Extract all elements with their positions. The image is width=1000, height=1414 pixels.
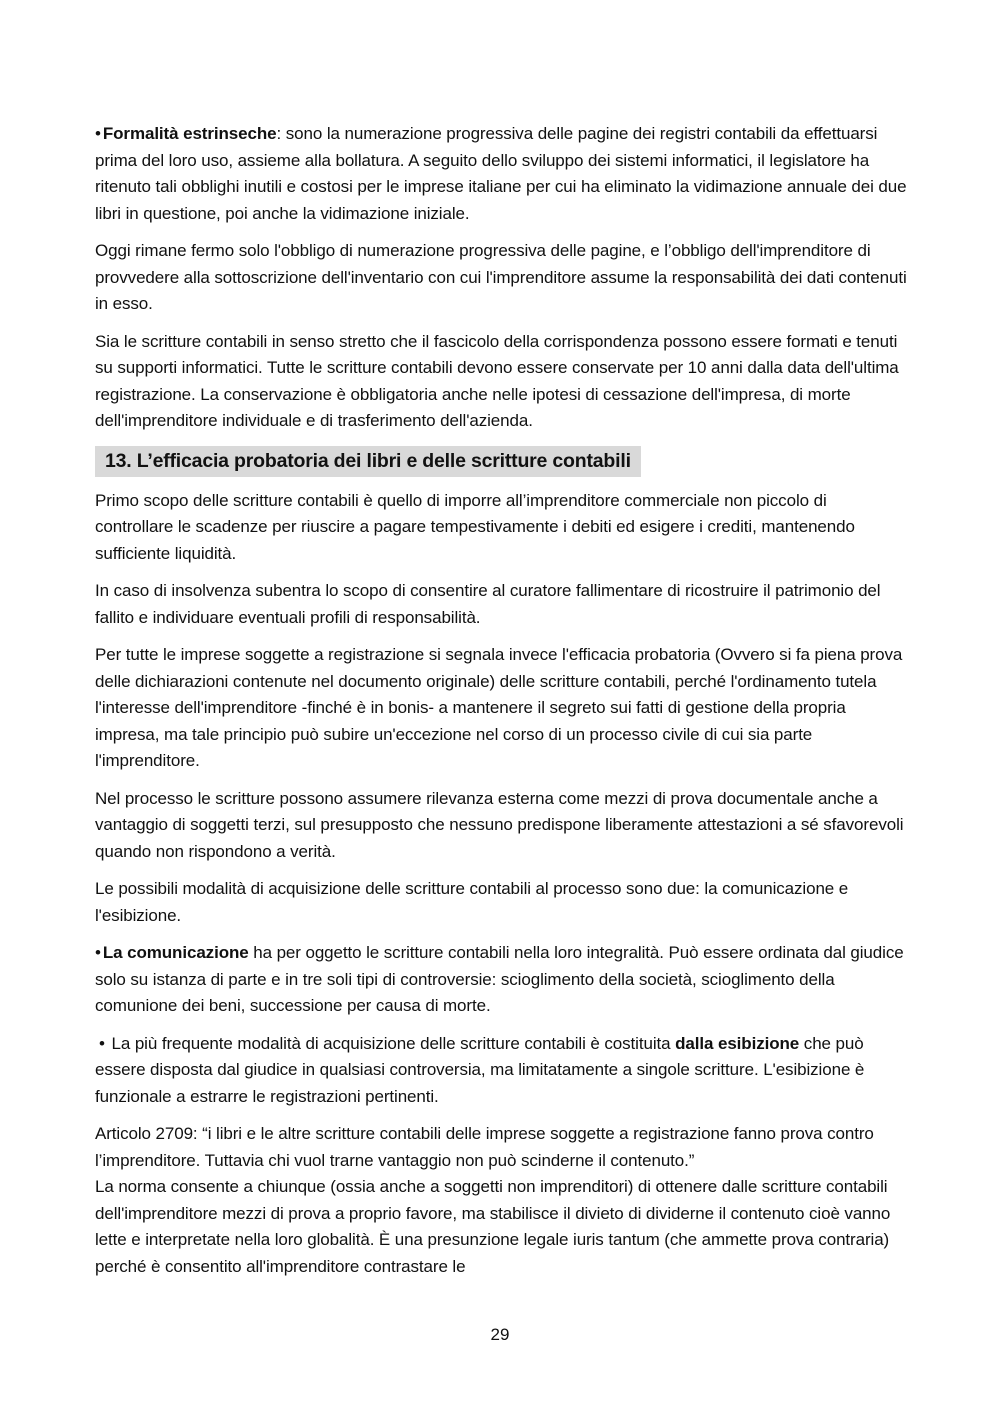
paragraph-obbligo-numerazione: Oggi rimane fermo solo l'obbligo di numerazione progressiva delle pagine, e l’obbligo dell'imprenditore di provvedere alla sottoscrizione dell'inventario con cui l'imprenditore assume la responsabilità dei dati contenuti in esso. [95,241,907,313]
paragraph-comunicazione [95,940,907,1020]
document-body [95,121,907,1280]
bold-term-esibizione: dalla esibizione [675,1033,800,1053]
paragraph-efficacia-probatoria: Per tutte le imprese soggette a registrazione si segnala invece l'efficacia probatoria (Ovvero si fa piena prova delle dichiarazioni contenute nel documento originale) delle scritture contabili, perché l'ordinamento tutela l'interesse dell'imprenditore -finché è in bonis- a mantenere il segreto sui fatti di gestione della propria impresa, ma tale principio può subire un'eccezione nel corso di un processo civile di cui sia parte l'imprenditore. [95,645,903,770]
paragraph-text: La più frequente modalità di acquisizione delle scritture contabili è costituita [111,1033,676,1053]
section-heading-text: 13. L’efficacia probatoria dei libri e delle scritture contabili [95,446,641,477]
paragraph-esibizione [95,1031,907,1111]
bullet-marker: • [95,124,101,143]
paragraph-norma-consente: La norma consente a chiunque (ossia anche a soggetti non imprenditori) di ottenere dalle scritture contabili dell'imprenditore mezzi di prova a proprio favore, ma stabilisce il divieto di dividerne il contenuto cioè vanno lette e interpretate nella loro globalità. È una presunzione legale iuris tantum (che ammette prova contraria) perché è consentito all'imprenditore contrastare le [95,1177,891,1276]
paragraph-text: che può essere disposta dal giudice in qualsiasi controversia, ma limitatamente a singole scritture. L'esibizione è funzionale a estrarre le registrazioni pertinenti. [95,1033,865,1106]
page-number: 29 [490,1325,510,1344]
bold-term-formalita: Formalità estrinseche [102,124,277,143]
section-heading [95,446,907,488]
bullet-marker: • [95,943,101,962]
paragraph-articolo-2709: Articolo 2709: “i libri e le altre scritture contabili delle imprese soggette a registrazione fanno prova contro l’imprenditore. Tuttavia chi vuol trarne vantaggio non può scinderne il contenuto.” [95,1124,874,1170]
paragraph-text: ha per oggetto le scritture contabili nella loro integralità. Può essere ordinata dal giudice solo su istanza di parte e in tre soli tipi di controversie: scioglimento della società, scioglimento della comunione dei beni, successione per causa di morte. [95,943,904,1015]
paragraph-supporti-informatici: Sia le scritture contabili in senso stretto che il fascicolo della corrispondenza possono essere formati e tenuti su supporti informatici. Tutte le scritture contabili devono essere conservate per 10 anni dalla data dell'ultima registrazione. La conservazione è obbligatoria anche nelle ipotesi di cessazione dell'impresa, di morte dell'imprenditore individuale e di trasferimento dell'azienda. [95,331,899,430]
paragraph-formalita-estrinseche [95,121,907,227]
paragraph-primo-scopo: Primo scopo delle scritture contabili è quello di imporre all’imprenditore commerciale non piccolo di controllare le scadenze per riuscire a pagare tempestivamente i debiti ed esigere i crediti, mantenendo sufficiente liquidità. [95,490,855,563]
paragraph-insolvenza: In caso di insolvenza subentra lo scopo di consentire al curatore fallimentare di ricostruire il patrimonio del fallito e individuare eventuali profili di responsabilità. [95,581,881,627]
bullet-marker: • [99,1033,105,1053]
paragraph-text: : sono la numerazione progressiva delle pagine dei registri contabili da effettuarsi prima del loro uso, assieme alla bollatura. A seguito dello sviluppo dei sistemi informatici, il legislatore ha ritenuto tali obblighi inutili e costosi per le imprese italiane per cui ha eliminato la vidimazione annuale dei due libri in questione, poi anche la vidimazione iniziale. [95,124,907,223]
bold-term-comunicazione: La comunicazione [102,943,249,962]
paragraph-rilevanza-esterna: Nel processo le scritture possono assumere rilevanza esterna come mezzi di prova documentale anche a vantaggio di soggetti terzi, sul presupposto che nessuno predispone liberamente attestazioni a sé sfavorevoli quando non rispondono a verità. [95,788,904,861]
paragraph-modalita-acquisizione: Le possibili modalità di acquisizione delle scritture contabili al processo sono due: la comunicazione e l'esibizione. [95,879,849,925]
